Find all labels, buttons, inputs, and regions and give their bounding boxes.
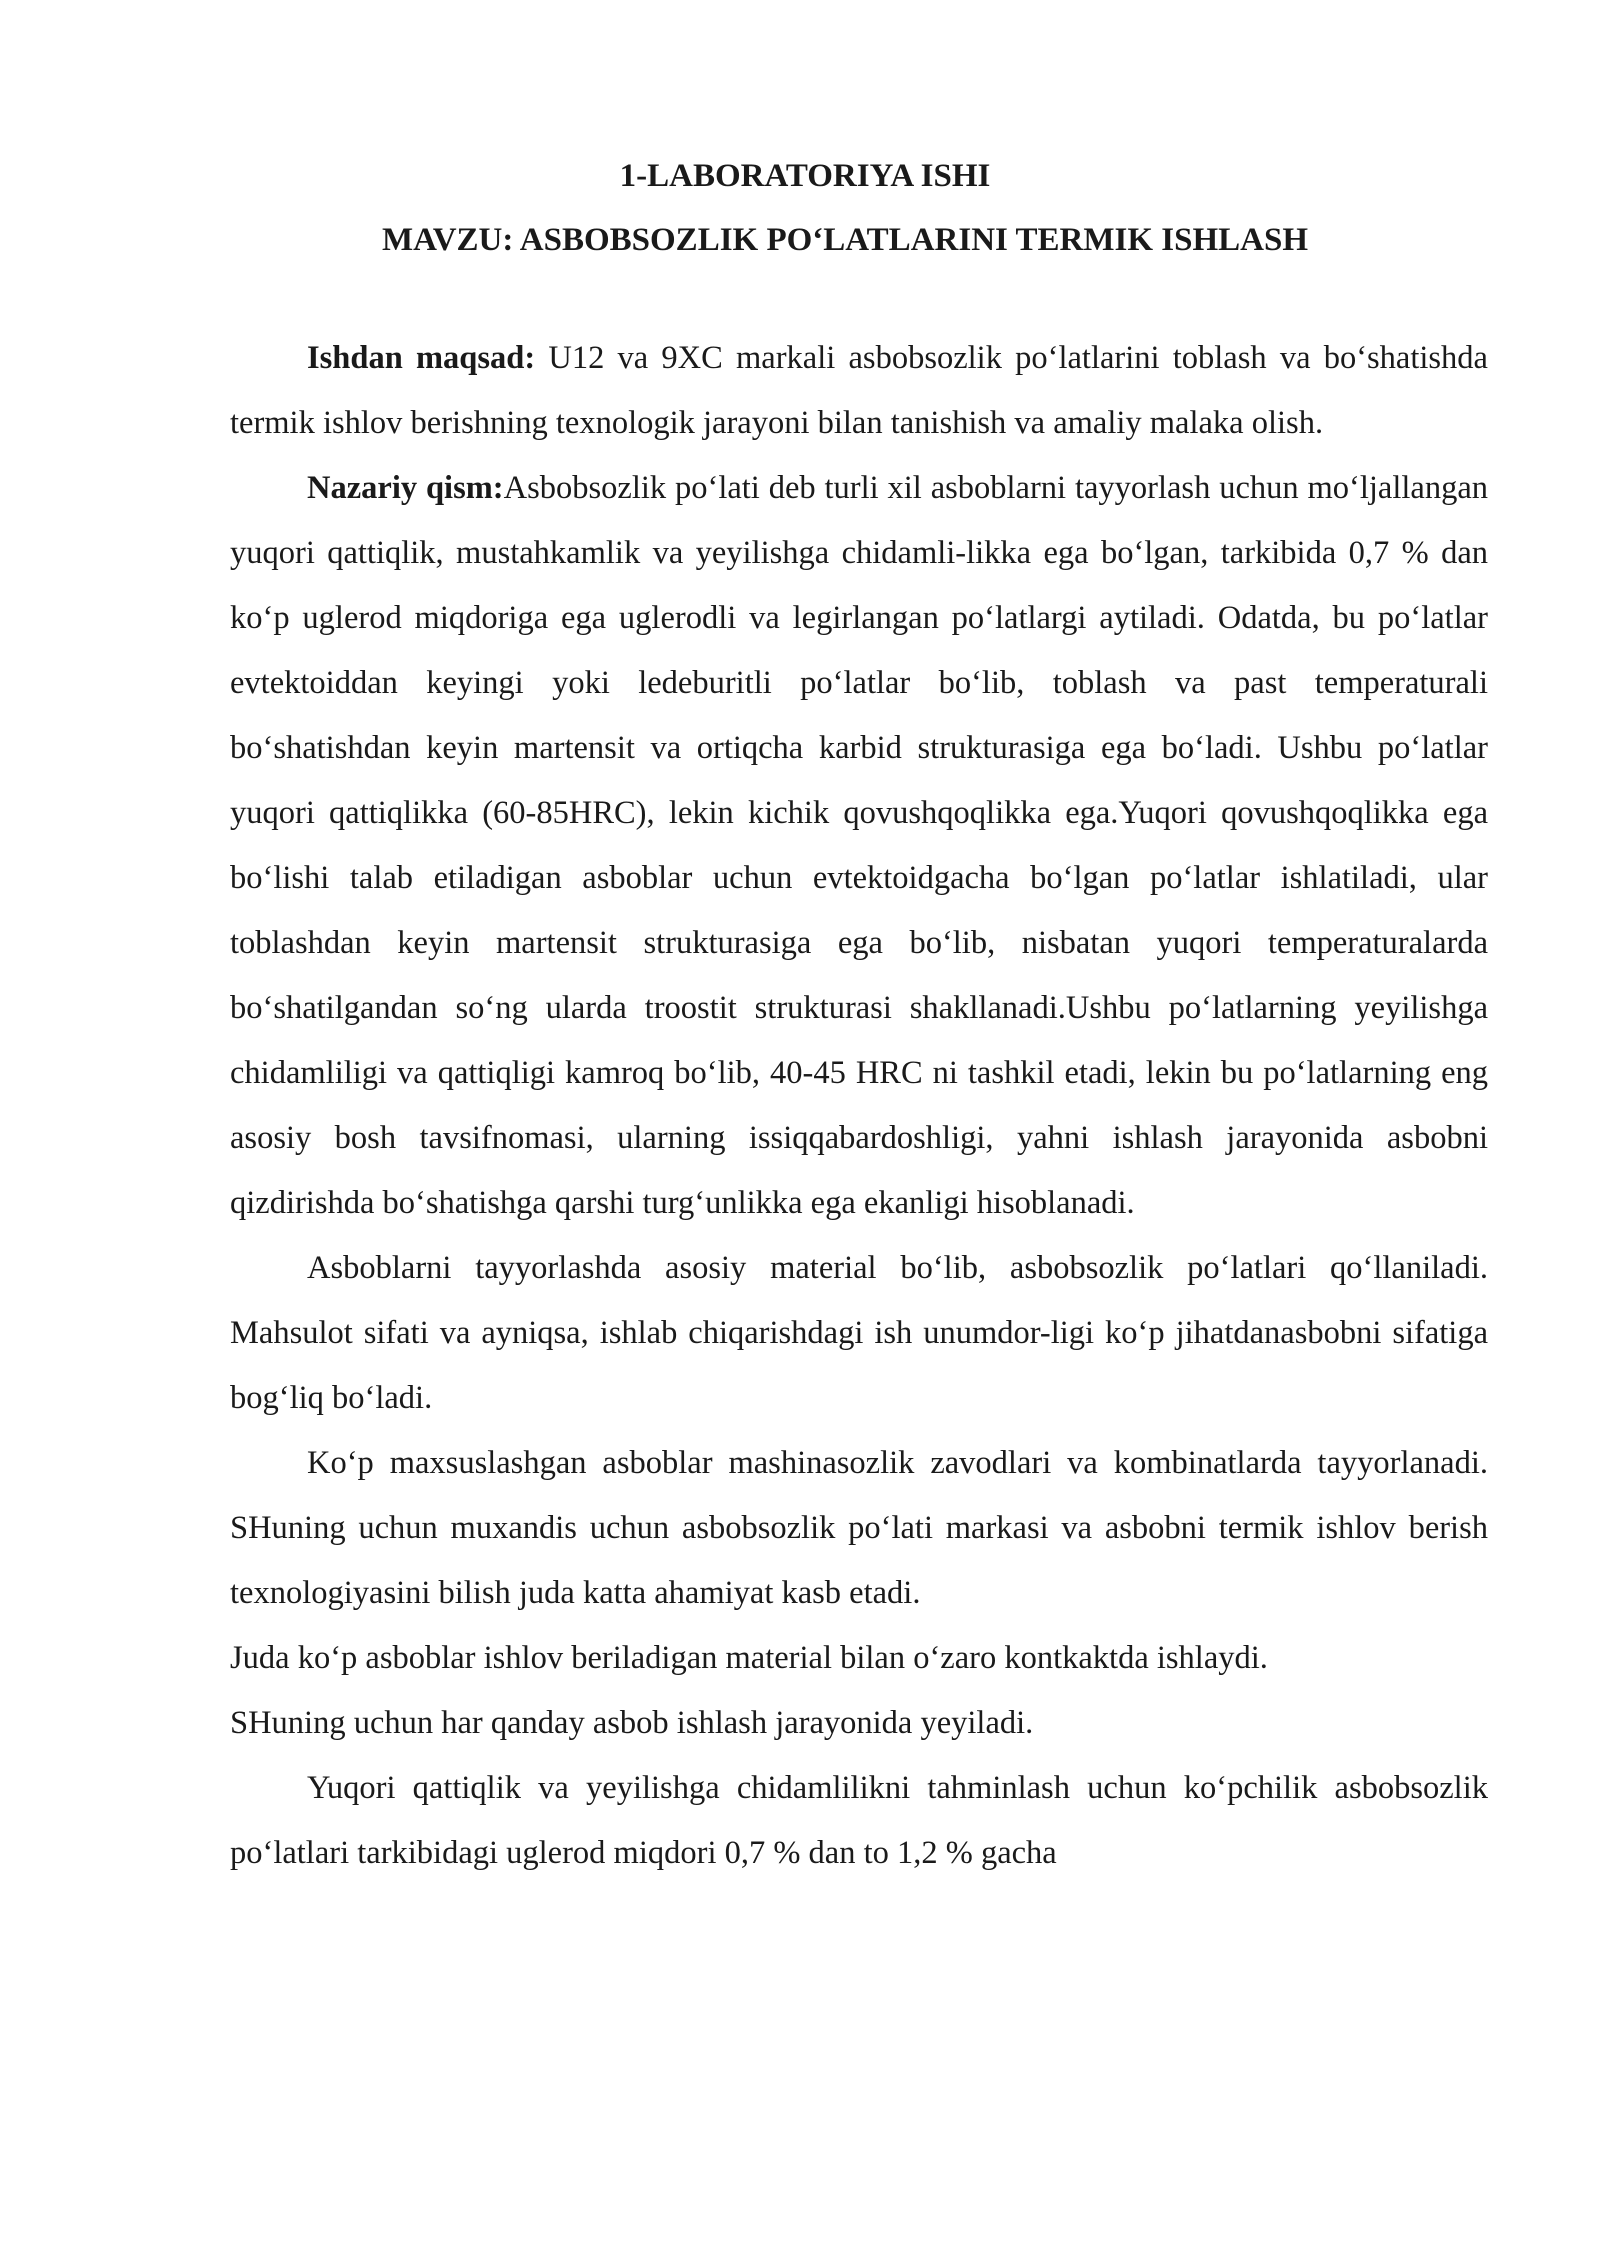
- contact-line: Juda ko‘p asboblar ishlov beriladigan material bilan o‘zaro kontkaktda ishlaydi.: [230, 1640, 1268, 1676]
- goal-paragraph: [230, 326, 1488, 456]
- theory-lead: Nazariy qism:: [307, 470, 504, 506]
- document-body: [230, 326, 1488, 1886]
- materials-paragraph: Asboblarni tayyorlashda asosiy material bo‘lib, asbobsozlik po‘latlari qo‘llaniladi. Mahsulot sifati va ayniqsa, ishlab chiqarishdagi ish unumdor-ligi ko‘p jihatdanasbobni sifatiga bog‘liq bo‘ladi.: [230, 1250, 1488, 1416]
- tools-paragraph: Ko‘p maxsuslashgan asboblar mashinasozlik zavodlari va kombinatlarda tayyorlanadi. SHuning uchun muxandis uchun asbobsozlik po‘lati markasi va asbobni termik ishlov berish texnologiyasini bilish juda katta ahamiyat kasb etadi.: [230, 1445, 1488, 1611]
- goal-text: U12 va 9XC markali asbobsozlik po‘latlarini toblash va bo‘shatishda termik ishlov berishning texnologik jarayoni bilan tanishish va amaliy malaka olish.: [230, 340, 1488, 441]
- lab-title: 1-LABORATORIYA ISHI: [619, 158, 991, 194]
- theory-text: Asbobsozlik po‘lati deb turli xil asboblarni tayyorlash uchun mo‘ljallangan yuqori qattiqlik, mustahkamlik va yeyilishga chidamli-likka ega bo‘lgan, tarkibida 0,7 % dan ko‘p uglerod miqdoriga ega uglerodli va legirlangan po‘latlargi aytiladi. Odatda, bu po‘latlar evtektoiddan keyingi yoki ledeburitli po‘latlar bo‘lib, toblash va past temperaturali bo‘shatishdan keyin martensit va ortiqcha karbid strukturasiga ega bo‘ladi. Ushbu po‘latlar yuqori qattiqlikka (60-85HRC), lekin kichik qovushqoqlikka ega.Yuqori qovushqoqlikka ega bo‘lishi talab etiladigan asboblar uchun evtektoidgacha bo‘lgan po‘latlar ishlatiladi, ular toblashdan keyin martensit strukturasiga ega bo‘lib, nisbatan yuqori temperaturalarda bo‘shatilgandan so‘ng ularda troostit strukturasi shakllanadi.Ushbu po‘latlarning yeyilishga chidamliligi va qattiqligi kamroq bo‘lib, 40-45 HRC ni tashkil etadi, lekin bu po‘latlarning eng asosiy bosh tavsifnomasi, ularning issiqqabardoshligi, yahni ishlash jarayonida asbobni qizdirishda bo‘shatishga qarshi turg‘unlikka ega ekanligi hisoblanadi.: [230, 470, 1488, 1221]
- hardness-paragraph: Yuqori qattiqlik va yeyilishga chidamlilikni tahminlash uchun ko‘pchilik asbobsozlik po‘latlari tarkibidagi uglerod miqdori 0,7 % dan to 1,2 % gacha: [230, 1770, 1488, 1871]
- lab-subject: MAVZU: ASBOBSOZLIK PO‘LATLARINI TERMIK ISHLASH: [381, 222, 1309, 258]
- wear-line: SHuning uchun har qanday asbob ishlash jarayonida yeyiladi.: [230, 1705, 1034, 1741]
- goal-lead: Ishdan maqsad:: [307, 340, 536, 376]
- theory-paragraph: [230, 456, 1488, 1236]
